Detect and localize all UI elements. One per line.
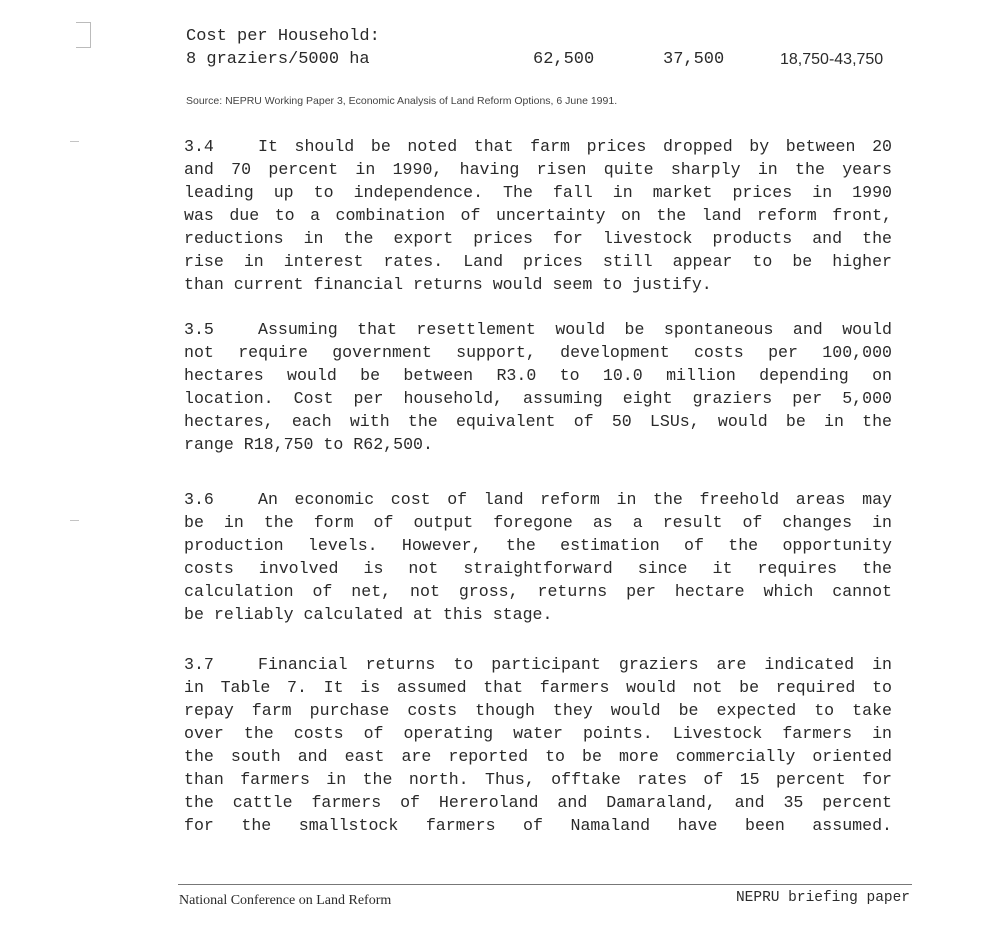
paragraph-line: 3.5 Assuming that resettlement would be spontaneous and would bbox=[184, 320, 892, 339]
paragraph-line: be in the form of output foregone as a result of changes in bbox=[184, 513, 892, 532]
paragraph-3-6 bbox=[184, 488, 892, 626]
paragraph-line: than current financial returns would seem to justify. bbox=[184, 275, 712, 294]
paragraph-number: 3.6 bbox=[184, 490, 214, 509]
paragraph-line: in Table 7. It is assumed that farmers would not be required to bbox=[184, 678, 892, 697]
cost-value-1: 62,500 bbox=[533, 50, 595, 69]
paragraph-line: the cattle farmers of Hereroland and Damaraland, and 35 percent bbox=[184, 793, 892, 812]
paragraph-line: calculation of net, not gross, returns per hectare which cannot bbox=[184, 582, 892, 601]
cost-row-label: 8 graziers/5000 ha bbox=[186, 50, 370, 69]
paragraph-3-4 bbox=[184, 135, 892, 296]
binding-mark bbox=[76, 22, 91, 48]
source-note: Source: NEPRU Working Paper 3, Economic Analysis of Land Reform Options, 6 June 1991. bbox=[186, 95, 618, 107]
cost-value-2: 37,500 bbox=[663, 50, 725, 69]
paragraph-line: range R18,750 to R62,500. bbox=[184, 435, 433, 454]
paragraph-line: and 70 percent in 1990, having risen quite sharply in the years bbox=[184, 160, 892, 179]
footer-divider bbox=[178, 884, 912, 885]
paragraph-line: location. Cost per household, assuming eight graziers per 5,000 bbox=[184, 389, 892, 408]
cost-table-row bbox=[186, 48, 906, 71]
paragraph-line: rise in interest rates. Land prices still appear to be higher bbox=[184, 252, 892, 271]
paragraph-line: the south and east are reported to be more commercially oriented bbox=[184, 747, 892, 766]
paragraph-line: over the costs of operating water points. Livestock farmers in bbox=[184, 724, 892, 743]
margin-mark bbox=[70, 520, 79, 521]
paragraph-line: hectares would be between R3.0 to 10.0 million depending on bbox=[184, 366, 892, 385]
paragraph-line: 3.6 An economic cost of land reform in the freehold areas may bbox=[184, 490, 892, 509]
paragraph-line: be reliably calculated at this stage. bbox=[184, 605, 553, 624]
paragraph-line: 3.7 Financial returns to participant graziers are indicated in bbox=[184, 655, 892, 674]
paragraph-3-5 bbox=[184, 318, 892, 456]
paragraph-line: costs involved is not straightforward since it requires the bbox=[184, 559, 892, 578]
paragraph-number: 3.7 bbox=[184, 655, 214, 674]
margin-mark bbox=[70, 141, 79, 142]
paragraph-line: hectares, each with the equivalent of 50 LSUs, would be in the bbox=[184, 412, 892, 431]
paragraph-number: 3.4 bbox=[184, 137, 214, 156]
cost-table bbox=[186, 25, 906, 71]
cost-table-label: Cost per Household: bbox=[186, 27, 380, 46]
cost-table-header bbox=[186, 25, 906, 48]
paragraph-line: leading up to independence. The fall in market prices in 1990 bbox=[184, 183, 892, 202]
paragraph-3-7 bbox=[184, 653, 892, 837]
paragraph-line: for the smallstock farmers of Namaland have been assumed. bbox=[184, 816, 892, 835]
paragraph-line: reductions in the export prices for livestock products and the bbox=[184, 229, 892, 248]
footer-document-type: NEPRU briefing paper bbox=[735, 890, 910, 906]
cost-value-3: 18,750-43,750 bbox=[780, 51, 884, 68]
paragraph-line: than farmers in the north. Thus, offtake rates of 15 percent for bbox=[184, 770, 892, 789]
paragraph-line: repay farm purchase costs though they would be expected to take bbox=[184, 701, 892, 720]
paragraph-line: was due to a combination of uncertainty on the land reform front, bbox=[184, 206, 892, 225]
paragraph-number: 3.5 bbox=[184, 320, 214, 339]
footer-conference-title: National Conference on Land Reform bbox=[179, 893, 392, 908]
paragraph-line: production levels. However, the estimation of the opportunity bbox=[184, 536, 892, 555]
paragraph-line: 3.4 It should be noted that farm prices dropped by between 20 bbox=[184, 137, 892, 156]
paragraph-line: not require government support, development costs per 100,000 bbox=[184, 343, 892, 362]
